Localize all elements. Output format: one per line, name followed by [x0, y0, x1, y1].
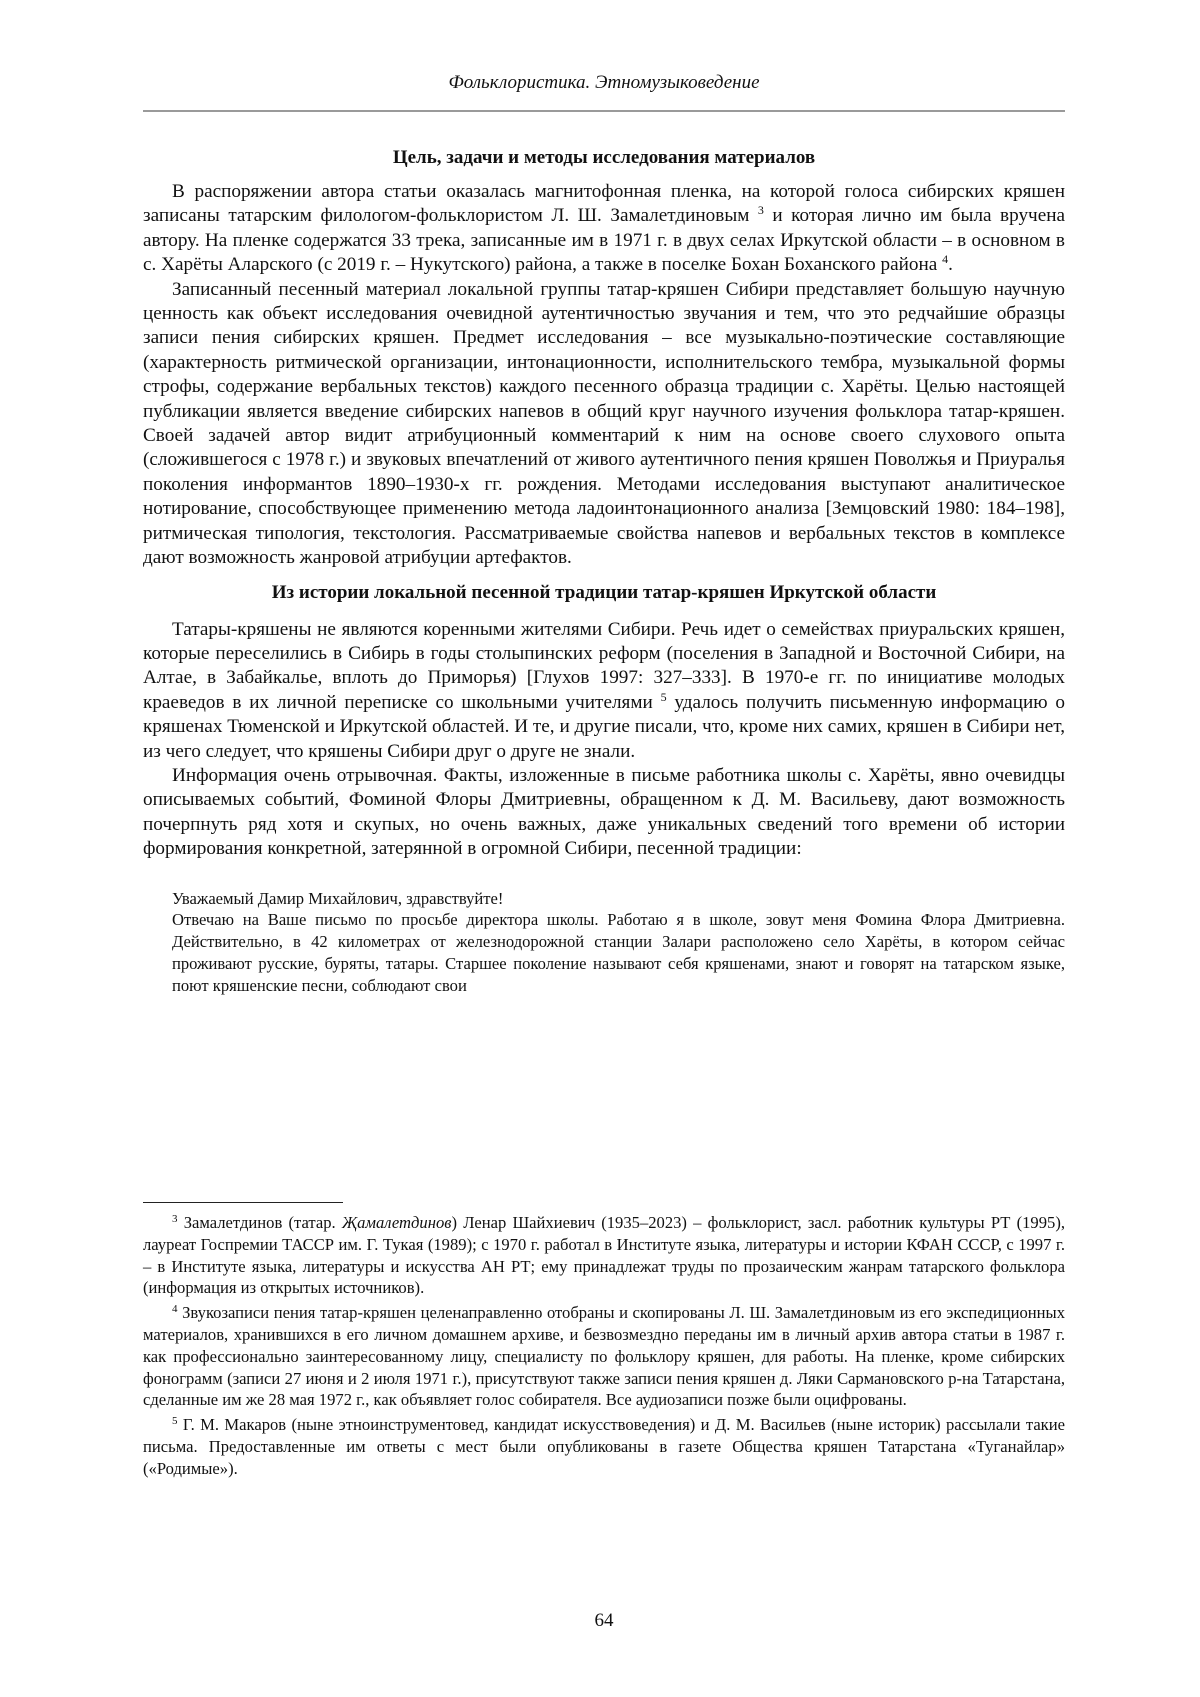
footnote-3	[143, 1212, 1065, 1299]
footnote-rule	[143, 1202, 343, 1203]
footnote-4	[143, 1302, 1065, 1411]
footnote-text: Г. М. Макаров (ныне этноинструментовед, кандидат искусствоведения) и Д. М. Васильев (ныне историк) рассылали такие письма. Предоставленные им ответы с мест были опубликованы в газете Общества кряшен Татарстана «Туганайлар» («Родимые»).	[143, 1415, 1065, 1478]
footnote-number: 4	[172, 1303, 178, 1316]
paragraph-text: .	[948, 254, 953, 276]
footnote-ref-5[interactable]: 5	[660, 689, 667, 704]
article-body	[143, 146, 1065, 997]
letter-greeting: Уважаемый Дамир Михайлович, здравствуйте!	[172, 888, 504, 908]
paragraph-tape-source	[143, 180, 1065, 278]
footnote-5	[143, 1414, 1065, 1479]
paragraph-letter-intro: Информация очень отрывочная. Факты, изложенные в письме работника школы с. Харёты, явно очевидцы описываемых событий, Фоминой Флоры Дмитриевны, обращенном к Д. М. Васильеву, дают возможность почерпнуть ряд хотя и скупых, но очень важных, даже уникальных сведений того времени об истории формирования конкретной, затерянной в огромной Сибири, песенной традиции:	[143, 764, 1065, 860]
footnote-italic-name: Җамалетдинов	[341, 1213, 452, 1232]
header-rule	[143, 110, 1065, 112]
paragraph-text: Татары-кряшены не являются коренными жителями Сибири. Речь идет о семействах приуральских кряшен, которые переселились в Сибирь в годы столыпинских реформ (поселения в Западной и Восточной Сибири, на Алтае, в Забайкалье, вплоть до Приморья) [Глухов 1997: 327–333]. В 1970-е гг. по инициативе молодых краеведов в их личной переписке со школьными учителями	[143, 618, 1065, 713]
footnote-number: 3	[172, 1213, 178, 1225]
footnote-ref-3[interactable]: 3	[757, 203, 764, 218]
section-heading-goals: Цель, задачи и методы исследования материалов	[392, 147, 816, 168]
page-number: 64	[594, 1610, 614, 1631]
footnote-ref-4[interactable]: 4	[942, 252, 949, 267]
footnote-number: 5	[172, 1415, 178, 1428]
footnotes	[143, 1212, 1065, 1483]
letter-text-body: Отвечаю на Ваше письмо по просьбе директора школы. Работаю я в школе, зовут меня Фомина Флора Дмитриевна. Действительно, в 42 километрах от железнодорожной станции Залари расположено село Харёты, в котором сейчас проживают русские, буряты, татары. Старшее поколение называют себя кряшенами, знают и говорят на татарском языке, поют кряшенские песни, соблюдают свои	[172, 910, 1065, 995]
paragraph-text: В распоряжении автора статьи оказалась магнитофонная пленка, на которой голоса сибирских кряшен записаны татарским филологом-фольклористом Л. Ш. Замалетдиновым	[143, 181, 1065, 227]
paragraph-text: и которая лично им была вручена автору. На пленке содержатся 33 трека, записанные им в 1971 г. в двух селах Иркутской области – в основном в с. Харёты Аларского (с 2019 г. – Нукутского) района, а также в поселке Бохан Боханского района	[143, 205, 1065, 276]
paragraph-research-value: Записанный песенный материал локальной группы татар-кряшен Сибири представляет большую научную ценность как объект исследования очевидной аутентичностью звучания и тем, что это редчайшие образцы записи пения сибирских кряшен. Предмет исследования – все музыкально-поэтические составляющие (характерность ритмической организации, интонационности, исполнительского тембра, музыкальной формы строфы, содержание вербальных текстов) каждого песенного образца традиции с. Харёты. Целью настоящей публикации является введение сибирских напевов в общий круг научного изучения фольклора татар-кряшен. Своей задачей автор видит атрибуционный комментарий к ним на основе своего слухового опыта (сложившегося с 1978 г.) и звуковых впечатлений от живого аутентичного пения кряшен Поволжья и Приуралья поколения информантов 1890–1930-х гг. рождения. Методами исследования выступают аналитическое нотирование, способствующее применению метода ладоинтонационного анализа [Земцовский 1980: 184–198], ритмическая типология, текстология. Рассматриваемые свойства напевов и вербальных текстов в комплексе дают возможность жанровой атрибуции артефактов.	[143, 278, 1065, 569]
footnote-text: Замалетдинов (татар.	[177, 1213, 342, 1232]
paragraph-migration	[143, 618, 1065, 764]
footnote-text: ) Ленар Шайхиевич (1935–2023) – фольклорист, засл. работник культуры РТ (1995), лауреат Госпремии ТАССР им. Г. Тукая (1989); с 1970 г. работал в Институте языка, литературы и истории КФАН СССР, с 1997 г. – в Институте языка, литературы и искусства АН РТ; ему принадлежат труды по прозаическим жанрам татарского фольклора (информация из открытых источников).	[143, 1213, 1065, 1298]
section-heading-history: Из истории локальной песенной традиции татар-кряшен Иркутской области	[271, 581, 937, 603]
paragraph-text: удалось получить письменную информацию о кряшенах Тюменской и Иркутской областей. И те, и другие писали, что, кроме них самих, кряшен в Сибири нет, из чего следует, что кряшены Сибири друг о друге не знали.	[143, 691, 1065, 762]
letter-quote	[143, 888, 1065, 997]
footnote-text: Звукозаписи пения татар-кряшен целенаправленно отобраны и скопированы Л. Ш. Замалетдиновым из его экспедиционных материалов, хранившихся в его личном домашнем архиве, и безвозмездно переданы им в личный архив автора статьи в 1987 г. как профессионально заинтересованному лицу, специалисту по фольклору кряшен, для работы. На пленке, кроме сибирских фонограмм (записи 27 июня и 2 июля 1971 г.), присутствуют также записи пения кряшен д. Ляки Сармановского р-на Татарстана, сделанные им же 28 мая 1972 г., как объявляет голос собирателя. Все аудиозаписи позже были оцифрованы.	[143, 1303, 1065, 1410]
running-head: Фольклористика. Этномузыковедение	[448, 72, 760, 93]
letter-text	[172, 909, 1065, 996]
